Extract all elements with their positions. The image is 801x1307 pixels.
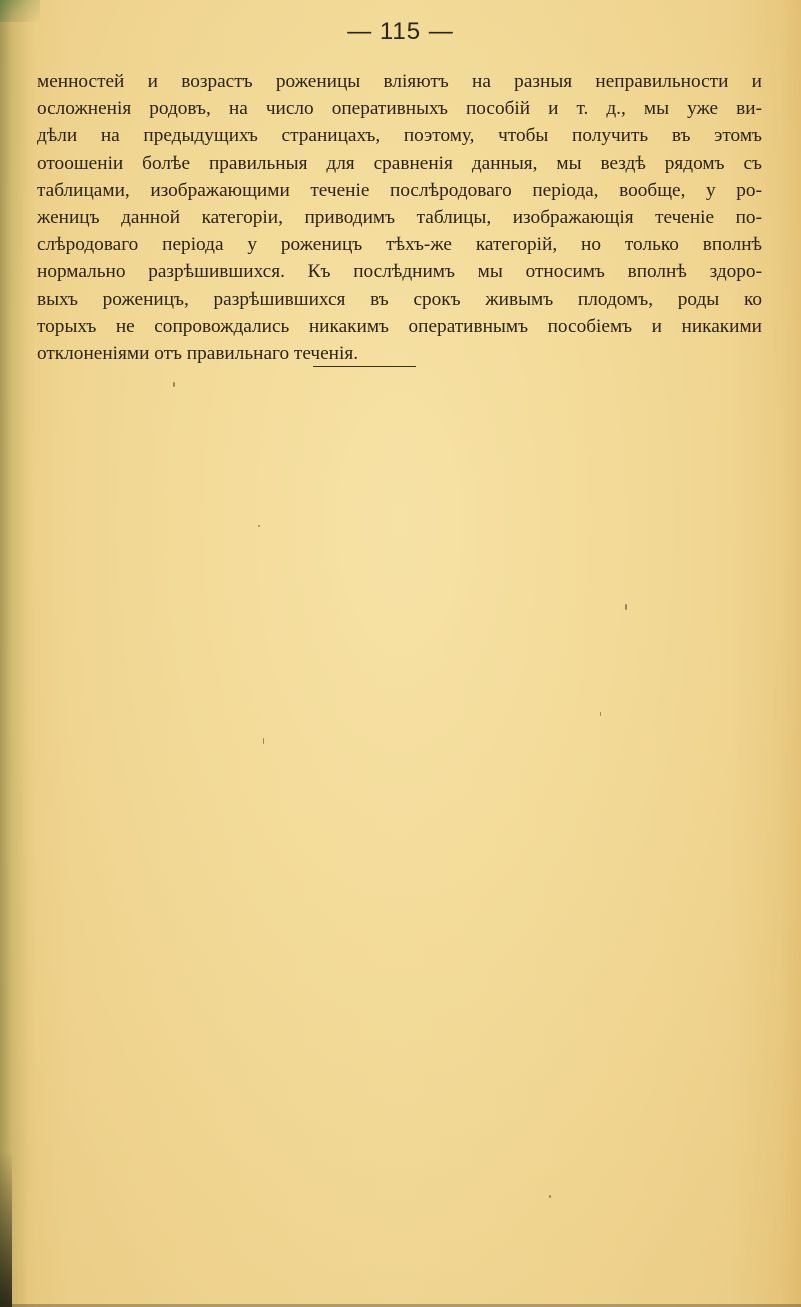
page-edge-shadow	[0, 0, 36, 1307]
paper-speck	[600, 712, 601, 716]
text-line: отклоненіями отъ правильнаго теченія.	[37, 343, 359, 365]
body-paragraph	[37, 68, 762, 367]
text-line: менностей и возрастъ роженицы вліяютъ на разныя неправильности и	[37, 71, 762, 92]
text-line: слѣродоваго періода у роженицъ тѣхъ-же категорій, но только вполнѣ	[37, 234, 762, 256]
text-line: женицъ данной категоріи, приводимъ таблицы, изображающія теченіе по-	[37, 207, 762, 229]
text-line: осложненія родовъ, на число оперативныхъ пособій и т. д., мы уже ви-	[37, 98, 762, 120]
text-line: нормально разрѣшившихся. Къ послѣднимъ мы относимъ вполнѣ здоро-	[37, 261, 762, 283]
text-line: торыхъ не сопровождались никакимъ оперативнымъ пособіемъ и никакими	[37, 315, 762, 337]
paper-speck	[258, 525, 260, 527]
text-line: дѣли на предыдущихъ страницахъ, поэтому, чтобы получить въ этомъ	[37, 125, 762, 147]
section-divider	[313, 366, 416, 367]
page-edge-dark	[0, 1150, 12, 1307]
page-number: — 115 —	[347, 18, 454, 45]
paper-speck	[625, 604, 627, 610]
text-line: таблицами, изображающими теченіе послѣродоваго періода, вообще, у ро-	[37, 179, 762, 201]
paper-speck	[173, 382, 175, 387]
text-line: выхъ роженицъ, разрѣшившихся въ срокъ живымъ плодомъ, роды ко	[37, 288, 762, 310]
paper-speck	[263, 738, 264, 744]
text-line: отоошеніи болѣе правильныя для сравненія данныя, мы вездѣ рядомъ съ	[37, 152, 762, 174]
paper-speck	[549, 1195, 551, 1198]
